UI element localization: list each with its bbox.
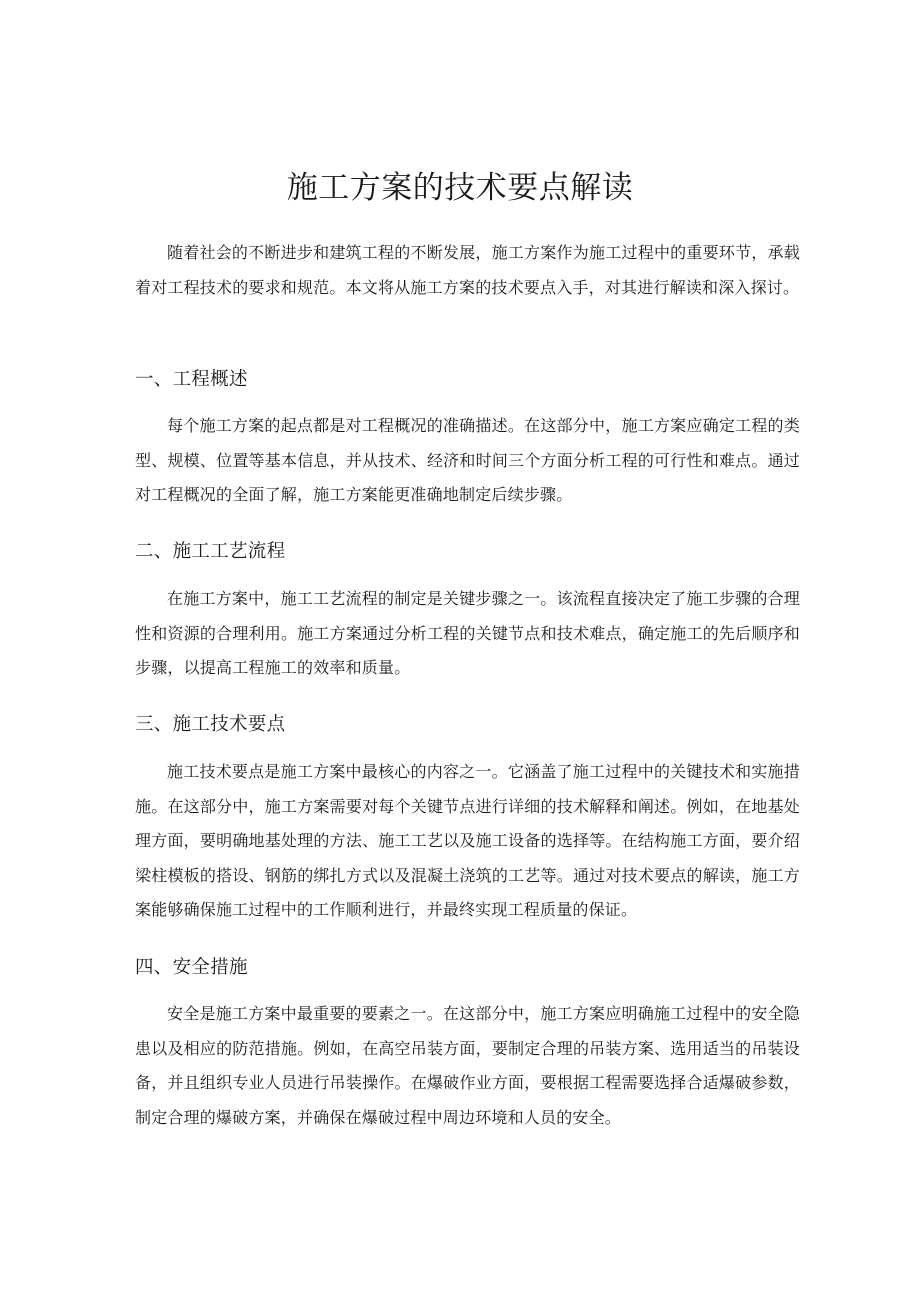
section-body-overview: 每个施工方案的起点都是对工程概况的准确描述。在这部分中，施工方案应确定工程的类型、规模、位置等基本信息，并从技术、经济和时间三个方面分析工程的可行性和难点。通过对工程概况的全面了解，施工方案能更准确地制定后续步骤。: [135, 416, 800, 505]
page-title: 施工方案的技术要点解读: [286, 170, 634, 206]
section-heading-technique: 三、施工技术要点: [135, 714, 286, 735]
section-heading-process: 二、施工工艺流程: [135, 541, 286, 562]
section-body-technique: 施工技术要点是施工方案中最核心的内容之一。它涵盖了施工过程中的关键技术和实施措施。在这部分中，施工方案需要对每个关键节点进行详细的技术解释和阐述。例如，在地基处理方面，要明确地基处理的方法、施工工艺以及施工设备的选择等。在结构施工方面，要介绍梁柱模板的搭设、钢筋的绑扎方式以及混凝土浇筑的工艺等。通过对技术要点的解读，施工方案能够确保施工过程中的工作顺利进行，并最终实现工程质量的保证。: [135, 762, 800, 920]
section-body-process: 在施工方案中，施工工艺流程的制定是关键步骤之一。该流程直接决定了施工步骤的合理性和资源的合理利用。施工方案通过分析工程的关键节点和技术难点，确定施工的先后顺序和步骤，以提高工程施工的效率和质量。: [135, 589, 800, 678]
section-heading-overview: 一、工程概述: [135, 369, 248, 390]
section-body-safety: 安全是施工方案中最重要的要素之一。在这部分中，施工方案应明确施工过程中的安全隐患以及相应的防范措施。例如，在高空吊装方面，要制定合理的吊装方案、选用适当的吊装设备，并且组织专业人员进行吊装操作。在爆破作业方面，要根据工程需要选择合适爆破参数，制定合理的爆破方案，并确保在爆破过程中周边环境和人员的安全。: [135, 1004, 800, 1127]
section-heading-safety: 四、安全措施: [135, 957, 248, 978]
intro-paragraph: 随着社会的不断进步和建筑工程的不断发展，施工方案作为施工过程中的重要环节，承载着对工程技术的要求和规范。本文将从施工方案的技术要点入手，对其进行解读和深入探讨。: [135, 243, 800, 297]
